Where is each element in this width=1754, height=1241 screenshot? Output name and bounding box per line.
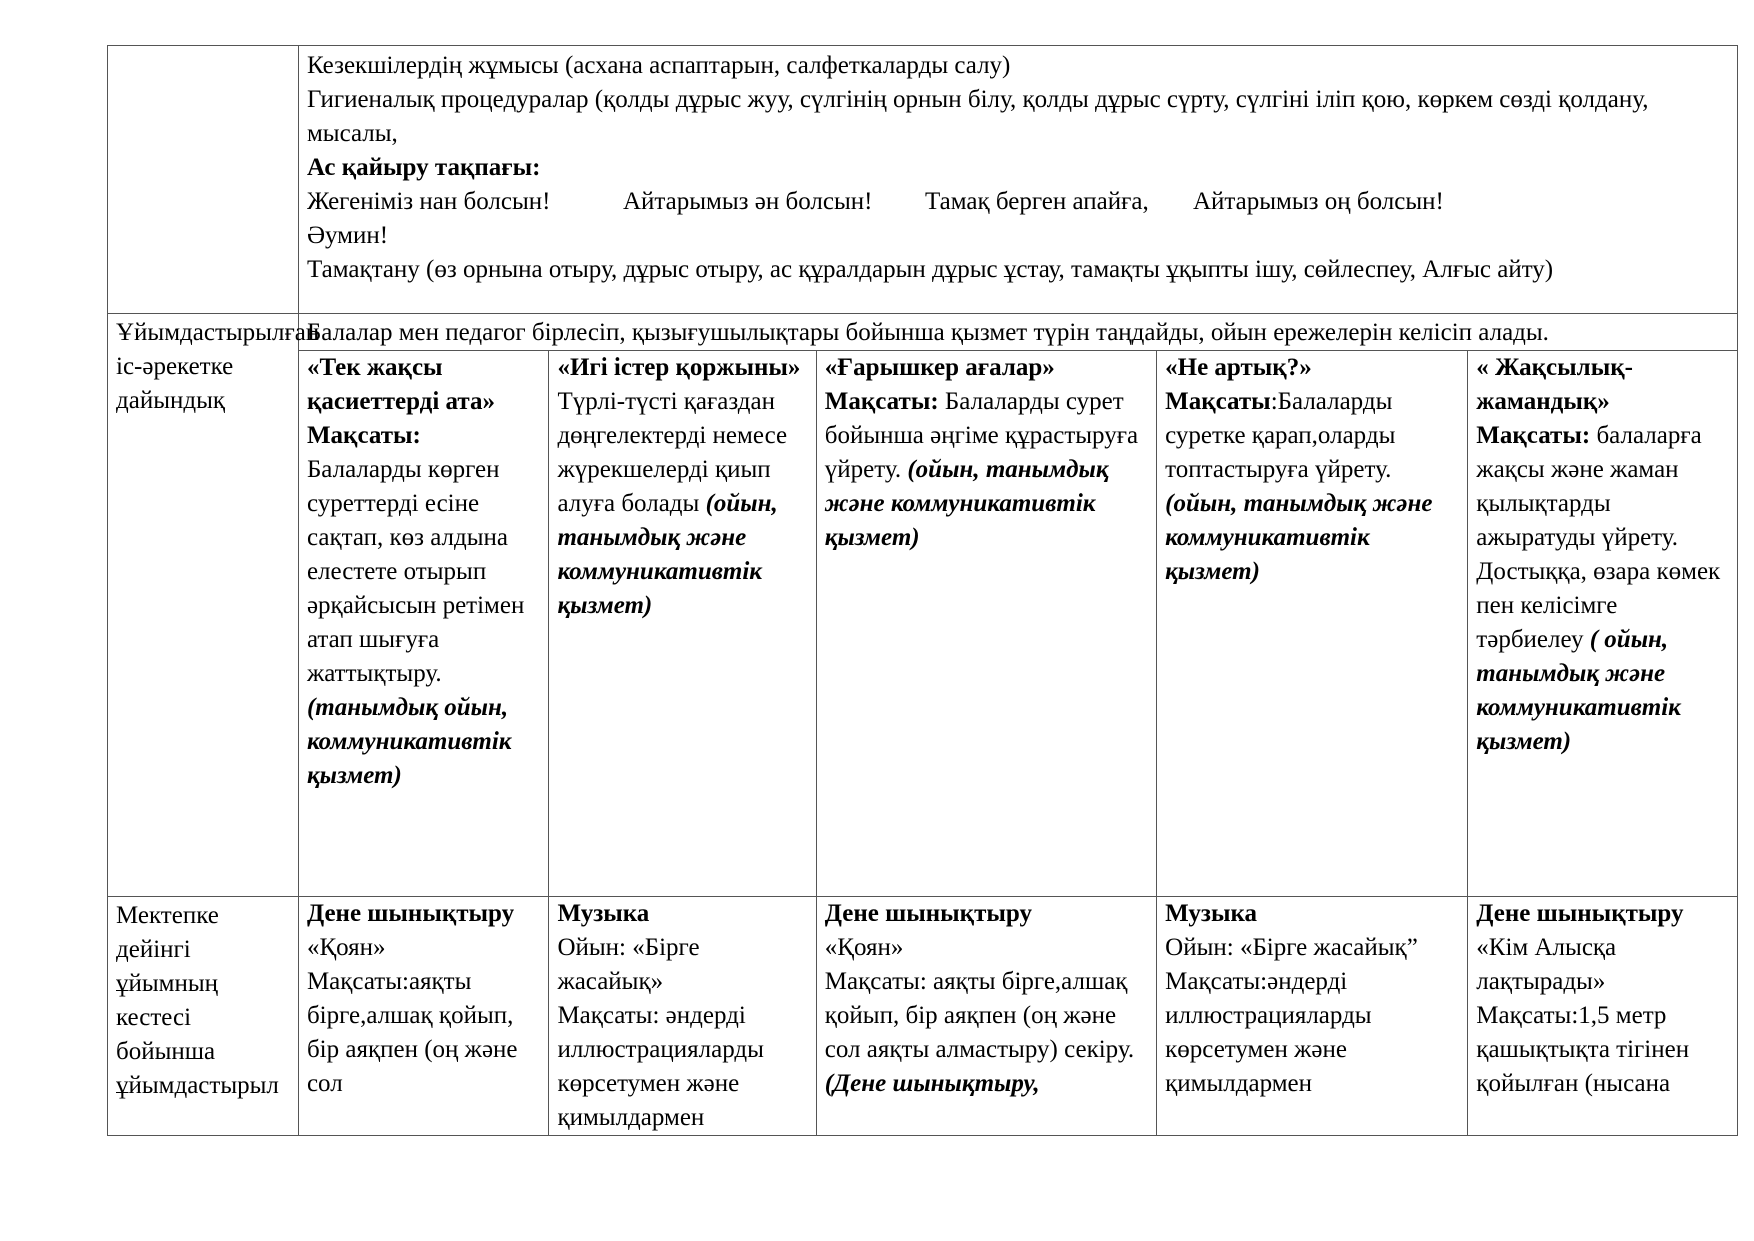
goal-label: Мақсаты: xyxy=(1476,422,1591,449)
session-name: «Кім Алысқа лақтырады» xyxy=(1476,934,1617,995)
prayer-line: Айтарымыз оң болсын! xyxy=(1192,188,1444,215)
game-title: « Жақсылық-жамандық» xyxy=(1476,354,1633,415)
prayer-line: Жегеніміз нан болсын! xyxy=(306,188,551,215)
row-label: Мектепке дейінгі ұйымның кестесі бойынша ұйымдастырыл xyxy=(116,902,279,1099)
activity-type: (ойын, танымдық және коммуникативтік қызмет) xyxy=(1165,490,1433,585)
session-subject: Дене шынықтыру xyxy=(1476,900,1684,927)
session-cell xyxy=(1468,897,1738,1136)
game-goal: Балаларды көрген суреттерді есіне сақтап, көз алдына елестете отырып әрқайсысын ретімен атап шығуға жаттықтыру. xyxy=(306,456,525,687)
game-title: «Тек жақсы қасиеттерді ата» xyxy=(306,354,495,415)
session-name: Ойын: «Бірге жасайық» xyxy=(557,934,700,995)
activity-type: (ойын, танымдық және коммуникативтік қызмет) xyxy=(824,456,1109,551)
session-goal: Мақсаты:әндерді иллюстрацияларды көрсетумен және қимылдармен xyxy=(1165,968,1372,1097)
session-subject: Музыка xyxy=(557,900,650,927)
table-row xyxy=(108,46,1738,314)
goal-label: Мақсаты: xyxy=(306,422,421,449)
row1-label-cell xyxy=(108,46,299,314)
game-title: «Игі істер қоржыны» xyxy=(557,354,801,381)
preparation-intro-cell xyxy=(298,314,1737,351)
session-subject: Музыка xyxy=(1165,900,1257,927)
activity-type: (ойын, танымдық және коммуникативтік қызмет) xyxy=(557,490,778,619)
preparation-intro-text: Балалар мен педагог бірлесіп, қызығушылықтары бойынша қызмет түрін таңдайды, ойын ережелерін келісіп алады. xyxy=(306,319,1549,346)
session-name: «Қоян» xyxy=(306,934,386,961)
goal-label: Мақсаты: xyxy=(824,388,939,415)
session-goal: Мақсаты: әндерді иллюстрацияларды көрсетумен және қимылдармен xyxy=(557,1002,764,1131)
duty-text: Кезекшілердің жұмысы (асхана аспаптарын, салфеткаларды салу) xyxy=(306,52,1011,79)
session-subject: Дене шынықтыру xyxy=(306,900,515,927)
activity-type: (танымдық ойын, коммуникативтік қызмет) xyxy=(306,694,512,789)
session-cell xyxy=(298,897,548,1136)
session-cell xyxy=(816,897,1156,1136)
table-row xyxy=(108,351,1738,897)
session-name: «Қоян» xyxy=(824,934,904,961)
eating-text: Тамақтану (өз орнына отыру, дұрыс отыру, ас құралдарын дұрыс ұстау, тамақты ұқыпты ішу, сөйлеспеу, Алғыс айту) xyxy=(306,256,1554,283)
table-row xyxy=(108,314,1738,351)
session-name: Ойын: «Бірге жасайық” xyxy=(1165,934,1418,961)
activity-type: (Дене шынықтыру, xyxy=(824,1070,1040,1097)
row3-label-cell xyxy=(108,897,299,1136)
game-title: «Ғарышкер ағалар» xyxy=(824,354,1055,381)
game-cell xyxy=(298,351,548,897)
game-goal: балаларға жақсы және жаман қылықтарды ажыратуды үйрету. Достыққа, өзара көмек пен келісімге тәрбиелеу xyxy=(1476,422,1721,653)
session-goal: Мақсаты:аяқты бірге,алшақ қойып, бір аяқпен (оң және сол xyxy=(306,968,518,1097)
game-cell xyxy=(816,351,1156,897)
schedule-table xyxy=(107,45,1738,1136)
goal-label: Мақсаты xyxy=(1165,388,1271,415)
row2-label-cell xyxy=(108,314,320,897)
game-cell xyxy=(1468,351,1738,897)
game-cell xyxy=(549,351,816,897)
prayer-lines xyxy=(307,185,1729,219)
prayer-title: Ас қайыру тақпағы: xyxy=(306,154,541,181)
game-goal: :Балаларды суретке қарап,оларды топтастыруға үйрету. xyxy=(1165,388,1396,483)
session-goal: Мақсаты:1,5 метр қашықтықта тігінен қойылған (нысана xyxy=(1476,1002,1690,1097)
session-cell xyxy=(549,897,816,1136)
game-cell xyxy=(1157,351,1468,897)
prayer-line: Айтарымыз ән болсын! xyxy=(622,188,873,215)
table-row xyxy=(108,897,1738,1136)
meal-routine-cell xyxy=(298,46,1737,314)
game-title: «Не артық?» xyxy=(1165,354,1312,381)
session-goal: Мақсаты: аяқты бірге,алшақ қойып, бір аяқпен (оң және сол аяқты алмастыру) секіру. xyxy=(824,968,1135,1063)
amen-text: Әумин! xyxy=(306,222,389,249)
game-goal: Түрлі-түсті қағаздан дөңгелектерді немесе жүрекшелерді қиып алуға болады xyxy=(557,388,788,517)
row-label: Ұйымдастырылған іс-әрекетке дайындық xyxy=(116,319,320,414)
game-goal: Балаларды сурет бойынша әңгіме құрастыруға үйрету. xyxy=(824,388,1139,483)
hygiene-text: Гигиеналық процедуралар (қолды дұрыс жуу, сүлгінің орнын білу, қолды дұрыс сүрту, сүлгіні іліп қою, көркем сөзді қолдану, мысалы, xyxy=(306,86,1649,147)
session-subject: Дене шынықтыру xyxy=(824,900,1032,927)
activity-type: ( ойын, танымдық және коммуникативтік қызмет) xyxy=(1476,626,1681,755)
prayer-line: Тамақ берген апайға, xyxy=(924,188,1149,215)
session-cell xyxy=(1157,897,1468,1136)
